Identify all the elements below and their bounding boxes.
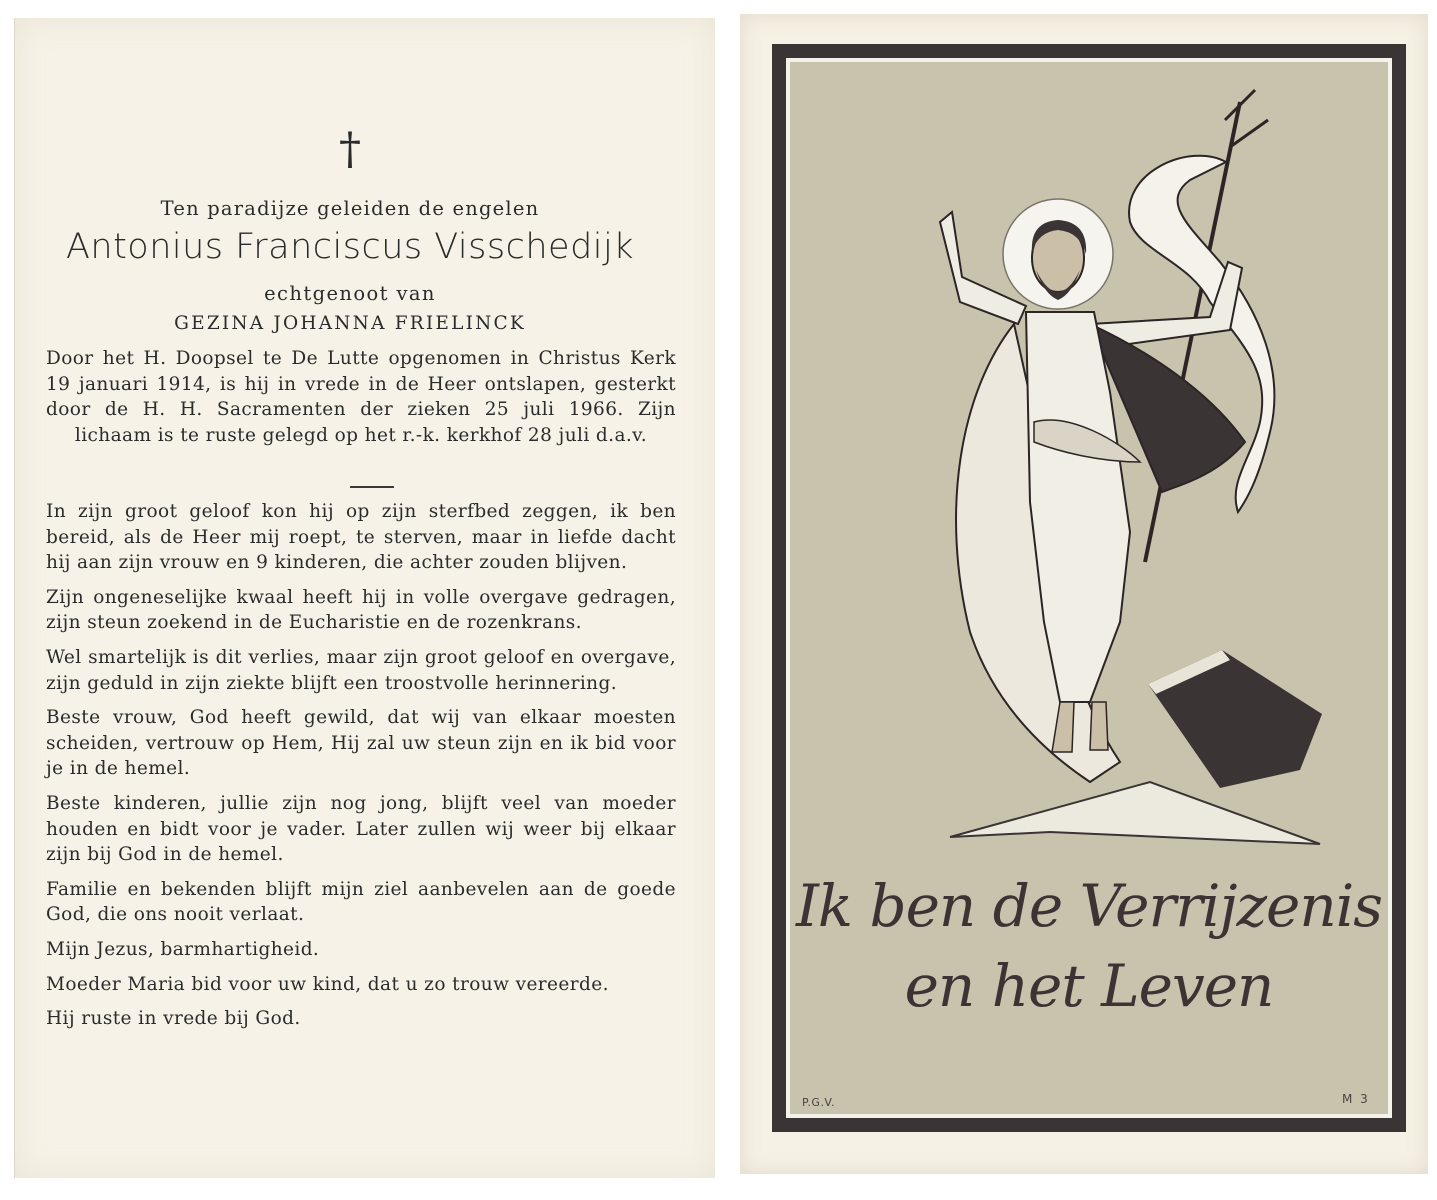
ground-slab <box>950 782 1320 844</box>
divider <box>350 486 394 488</box>
paragraph: Mijn Jezus, barmhartigheid. <box>46 938 320 960</box>
motto-line-2: en het Leven <box>904 952 1274 1020</box>
artist-signature: P.G.V. <box>802 1096 836 1109</box>
cross-icon: † <box>339 124 361 175</box>
paragraph: Beste vrouw, God heeft gewild, dat wij van elkaar moesten scheiden, vertrouw op Hem, Hij zal uw steun zijn en ik bid voor je in de hemel. <box>46 707 676 780</box>
spouse-name: GEZINA JOHANNA FRIELINCK <box>174 313 526 334</box>
right-foot <box>1090 702 1108 750</box>
reflection-text <box>46 499 676 1041</box>
paragraph: Moeder Maria bid voor uw kind, dat u zo trouw vereerde. <box>46 973 609 995</box>
opening-line: Ten paradijze geleiden de engelen <box>160 197 540 220</box>
paragraph: In zijn groot geloof kon hij op zijn sterfbed zeggen, ik ben bereid, als de Heer mij roept, te sterven, maar in liefde dacht hij aan zijn vrouw en 9 kinderen, die achter zouden blijven. <box>46 501 676 574</box>
tomb-stone <box>1148 650 1322 788</box>
motto-line-1: Ik ben de Verrijzenis <box>795 872 1383 940</box>
card-number: M 3 <box>1342 1092 1370 1106</box>
pole-cross-top <box>1225 90 1255 120</box>
spouse-label: echtgenoot van <box>264 282 436 305</box>
paragraph: Familie en bekenden blijft mijn ziel aanbevelen aan de goede God, die ons nooit verlaat. <box>46 878 676 926</box>
biography-text: Door het H. Doopsel te De Lutte opgenomen in Christus Kerk 19 januari 1914, is hij in vrede in de Heer ontslapen, gesterkt door de H. H. Sacramenten der zieken 25 juli 1966. Zijn lichaam is te ruste gelegd op het r.-k. kerkhof 28 juli d.a.v. <box>46 348 676 446</box>
paragraph: Zijn ongeneselijke kwaal heeft hij in volle overgave gedragen, zijn steun zoekend in de Eucharistie en de rozenkrans. <box>46 586 676 634</box>
deceased-name: Antonius Franciscus Visschedijk <box>65 227 635 267</box>
biography-paragraph <box>46 346 676 457</box>
paragraph: Wel smartelijk is dit verlies, maar zijn groot geloof en overgave, zijn geduld in zijn ziekte blijft een troostvolle herinnering. <box>46 646 676 694</box>
risen-christ-illustration <box>790 62 1388 862</box>
paragraph: Hij ruste in vrede bij God. <box>46 1008 301 1030</box>
paragraph: Beste kinderen, jullie zijn nog jong, blijft veel van moeder houden en bidt voor je vader. Later zullen wij weer bij elkaar zijn bij God in de hemel. <box>46 792 676 866</box>
